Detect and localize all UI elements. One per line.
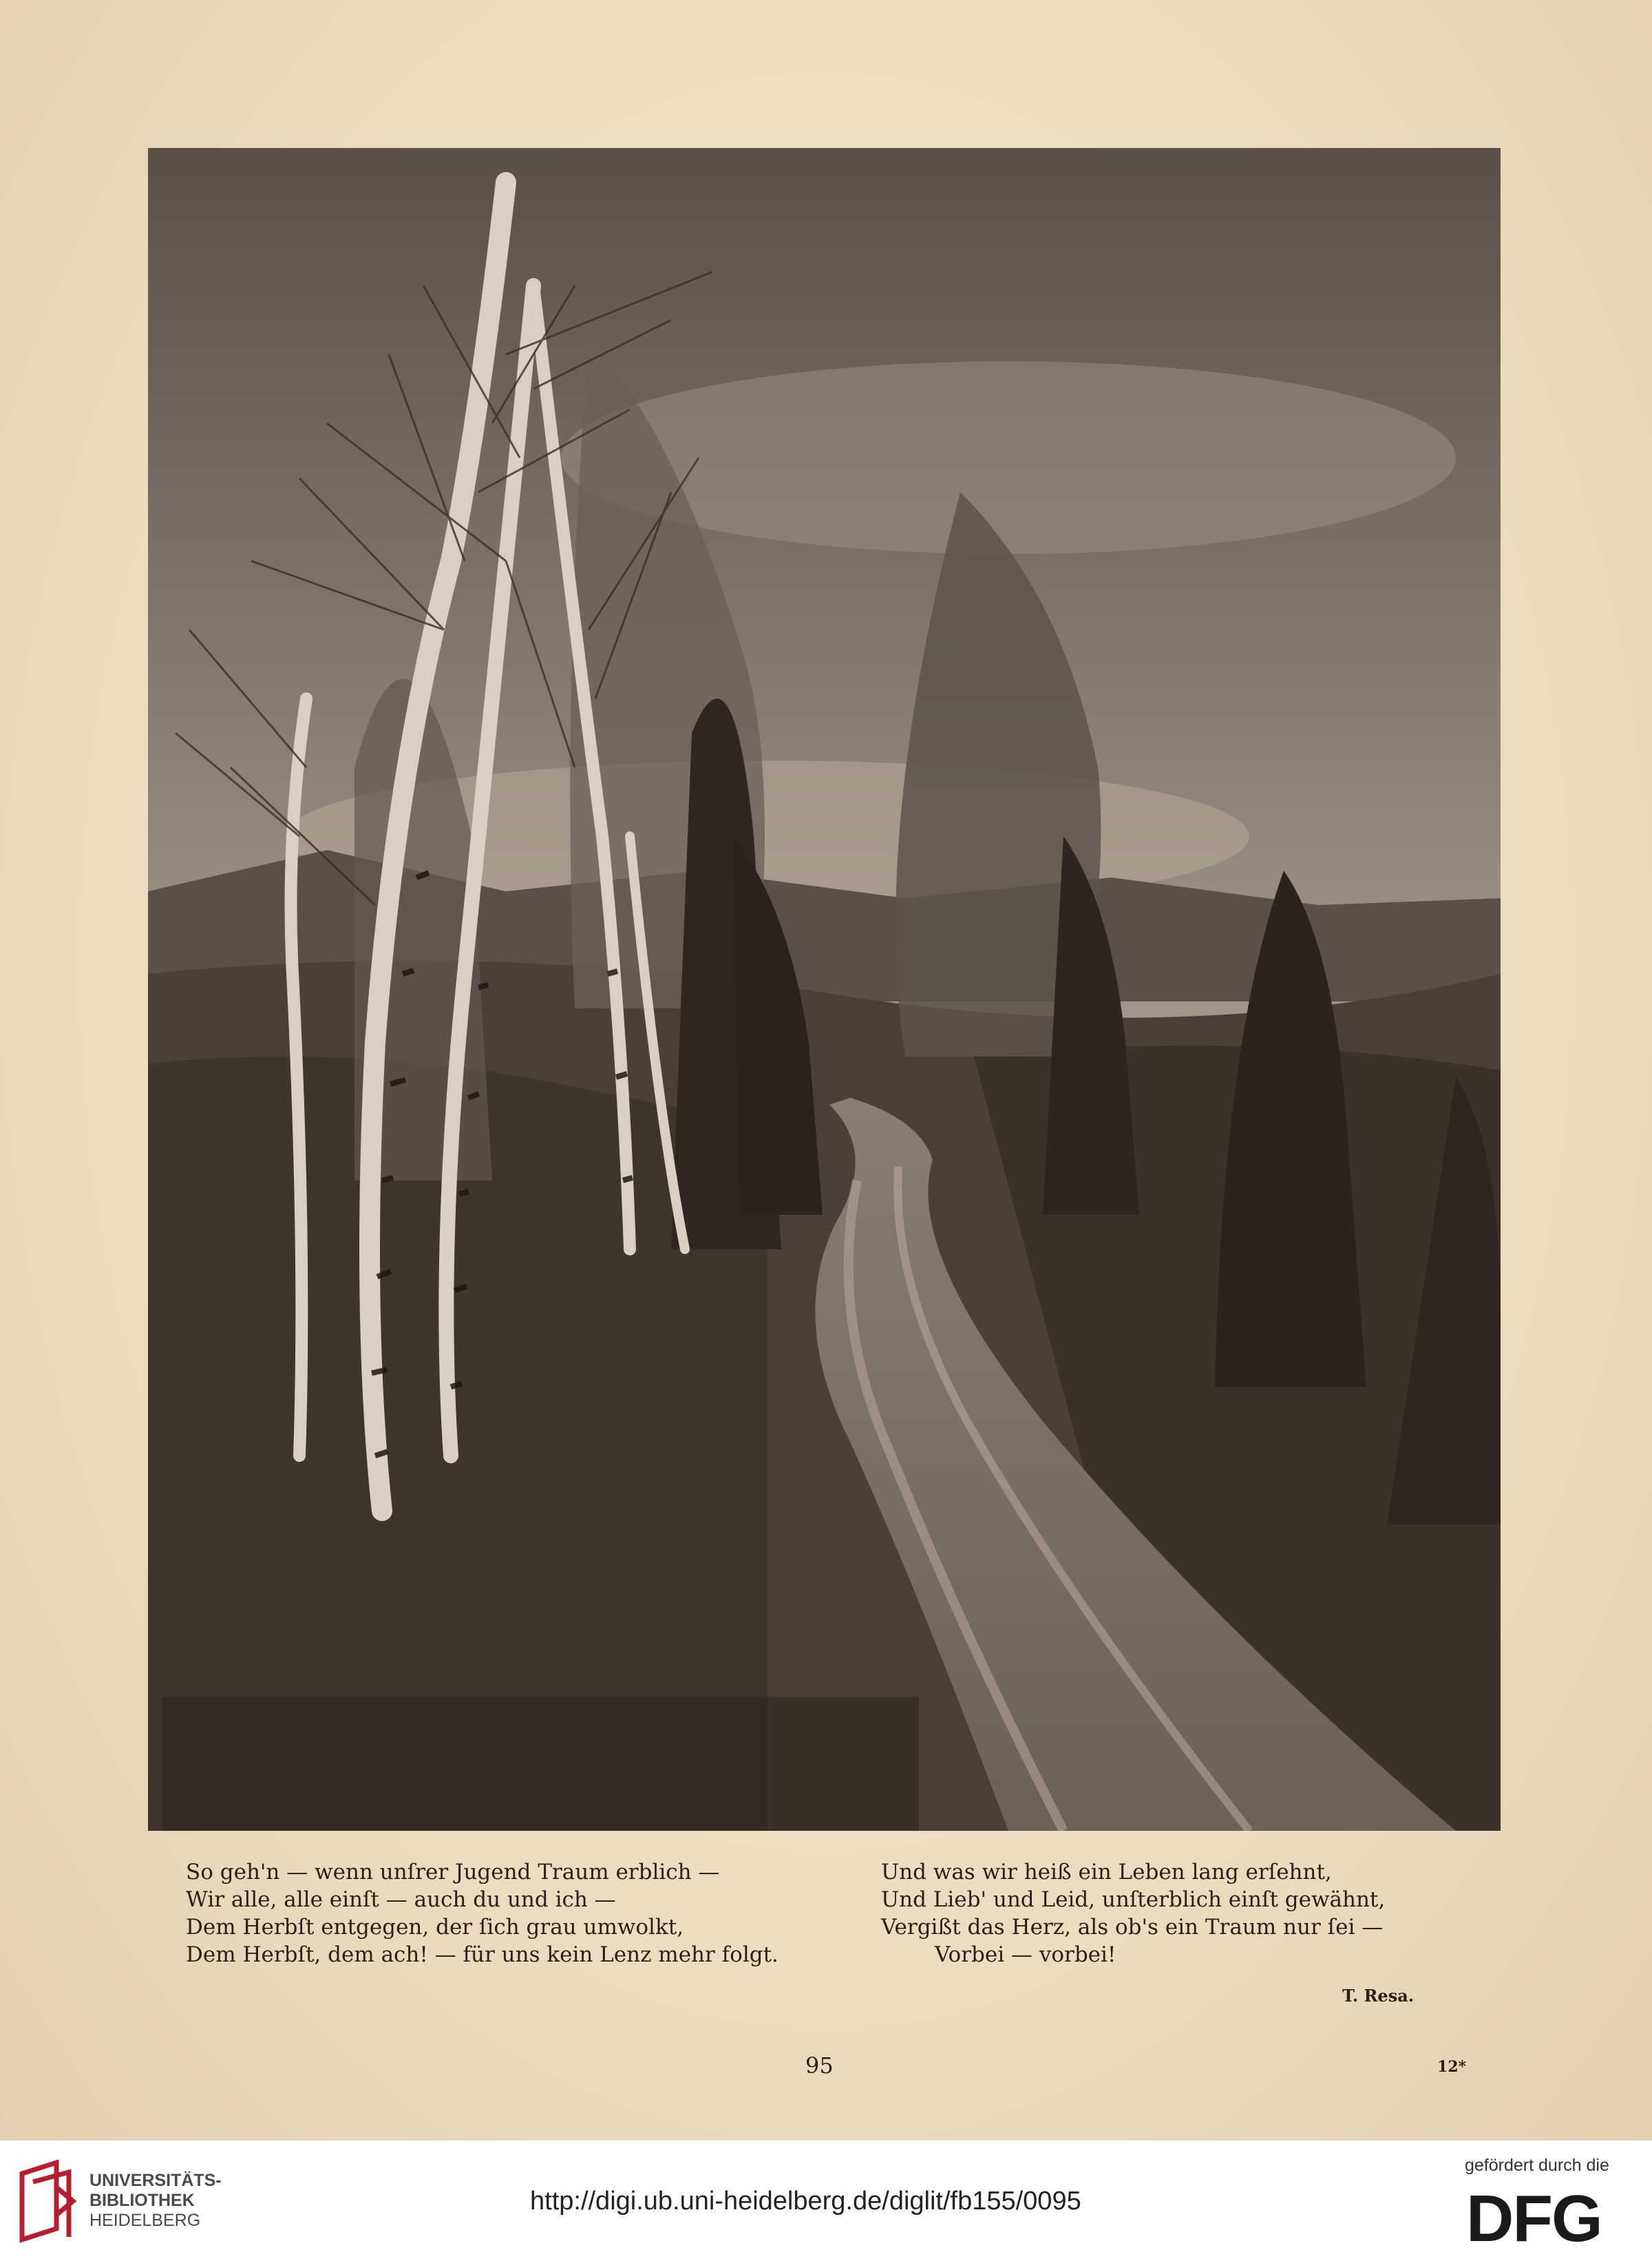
autumn-road-birches-image [148,148,1501,1831]
dfg-logo-text: DFG [1466,2186,1602,2248]
poem-author: T. Resa. [1342,1986,1415,2006]
permalink-url[interactable]: http://digi.ub.uni-heidelberg.de/diglit/fb155/0095 [530,2187,1081,2216]
library-logo-icon[interactable] [15,2160,78,2244]
poem-line: Vorbei — vorbei! [935,1942,1116,1967]
poem-line: Dem Herbſt entgegen, der ſich grau umwolkt, [186,1915,684,1940]
poem-line: Dem Herbſt, dem ach! — für uns kein Lenz mehr folgt. [186,1942,779,1967]
dfg-logo[interactable] [1466,2186,1638,2248]
library-name-line: HEIDELBERG [89,2211,201,2230]
page-number: 95 [805,2052,834,2079]
poem-line: Und was wir heiß ein Leben lang erſehnt, [881,1860,1332,1885]
poem-stanza-left [186,1858,847,1968]
poem-line: Vergißt das Herz, als ob's ein Traum nur ſei — [881,1915,1384,1940]
printer-signature-mark: 12* [1437,2058,1467,2076]
funded-by-label: gefördert durch die [1465,2156,1609,2175]
poem-stanza-right [881,1858,1501,1968]
landscape-photograph [148,148,1501,1831]
library-name[interactable] [89,2171,222,2231]
library-name-line: UNIVERSITÄTS- [89,2171,222,2190]
poem-line: Und Lieb' und Leid, unſterblich einſt gewähnt, [881,1887,1386,1912]
poem-line: So geh'n — wenn unſrer Jugend Traum erblich — [186,1860,720,1885]
library-name-line: BIBLIOTHEK [89,2191,195,2210]
poem-line: Wir alle, alle einſt — auch du und ich — [186,1887,616,1912]
digitization-footer [0,2141,1652,2261]
